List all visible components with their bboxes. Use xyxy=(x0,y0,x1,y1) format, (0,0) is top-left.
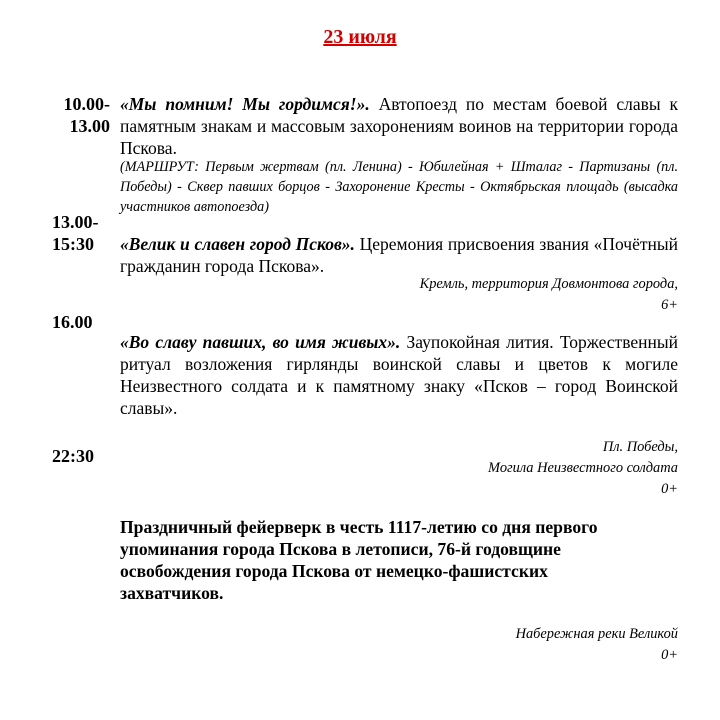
event-2-place xyxy=(300,274,678,316)
event-1-body xyxy=(120,93,678,159)
event-2-body xyxy=(120,233,678,277)
event-3-time xyxy=(52,311,112,333)
event-3-description: Заупокойная лития. Торжественный ритуал возложения гирлянды воинской славы и цветов к могиле Неизвестного солдата и к памятному знаку «Псков – город Воинской славы». xyxy=(120,332,678,418)
event-4-age-rating: 0+ xyxy=(661,647,678,663)
event-3-age-rating: 0+ xyxy=(661,481,678,497)
event-2-time-end: 15:30 xyxy=(52,234,94,254)
event-3-place-name: Пл. Победы, xyxy=(602,439,678,455)
event-3-time-start: 16.00 xyxy=(52,312,93,332)
event-4-time-start: 22:30 xyxy=(52,446,94,466)
event-3-title: «Во славу павших, во имя живых». xyxy=(120,332,401,352)
event-4-description-line-4: захватчиков. xyxy=(120,583,224,603)
event-3-place-detail: Могила Неизвестного солдата xyxy=(488,460,678,476)
date-title: 23 июля xyxy=(323,26,397,48)
event-3-place xyxy=(300,437,678,500)
event-3-body xyxy=(120,331,678,419)
event-4-description-line-1: Праздничный фейерверк в честь 1117-летию со дня первого xyxy=(120,517,598,537)
event-4-place-name: Набережная реки Великой xyxy=(515,626,678,642)
event-2-title: «Велик и славен город Псков». xyxy=(120,234,355,254)
event-2-place-name: Кремль, территория Довмонтова города, xyxy=(419,276,678,292)
event-4-place xyxy=(300,624,678,666)
event-4-description-line-3: освобождения города Пскова от немецко-фашистских xyxy=(120,561,548,581)
event-1-time xyxy=(58,93,110,137)
event-1-time-start: 10.00- xyxy=(63,94,110,114)
event-2-time-start: 13.00- xyxy=(52,212,99,232)
event-1-description: Автопоезд по местам боевой славы к памятным знакам и массовым захоронениям воинов на территории города Пскова. xyxy=(120,94,678,158)
event-1-title: «Мы помним! Мы гордимся!». xyxy=(120,94,370,114)
event-2-age-rating: 6+ xyxy=(661,297,678,313)
event-2-time xyxy=(52,211,112,255)
event-1-time-end: 13.00 xyxy=(69,116,110,136)
event-4-time xyxy=(52,445,112,467)
event-2-description: Церемония присвоения звания «Почётный гражданин города Пскова». xyxy=(120,234,679,276)
event-4-description-line-2: упоминания города Пскова в летописи, 76-й годовщине xyxy=(120,539,561,559)
event-4-description xyxy=(120,516,680,604)
event-1-route: (МАРШРУТ: Первым жертвам (пл. Ленина) - Юбилейная + Шталаг - Партизаны (пл. Победы) - Сквер павших борцов - Захоронение Кресты - Октябрьская площадь (высадка участников автопоезда) xyxy=(120,159,678,215)
